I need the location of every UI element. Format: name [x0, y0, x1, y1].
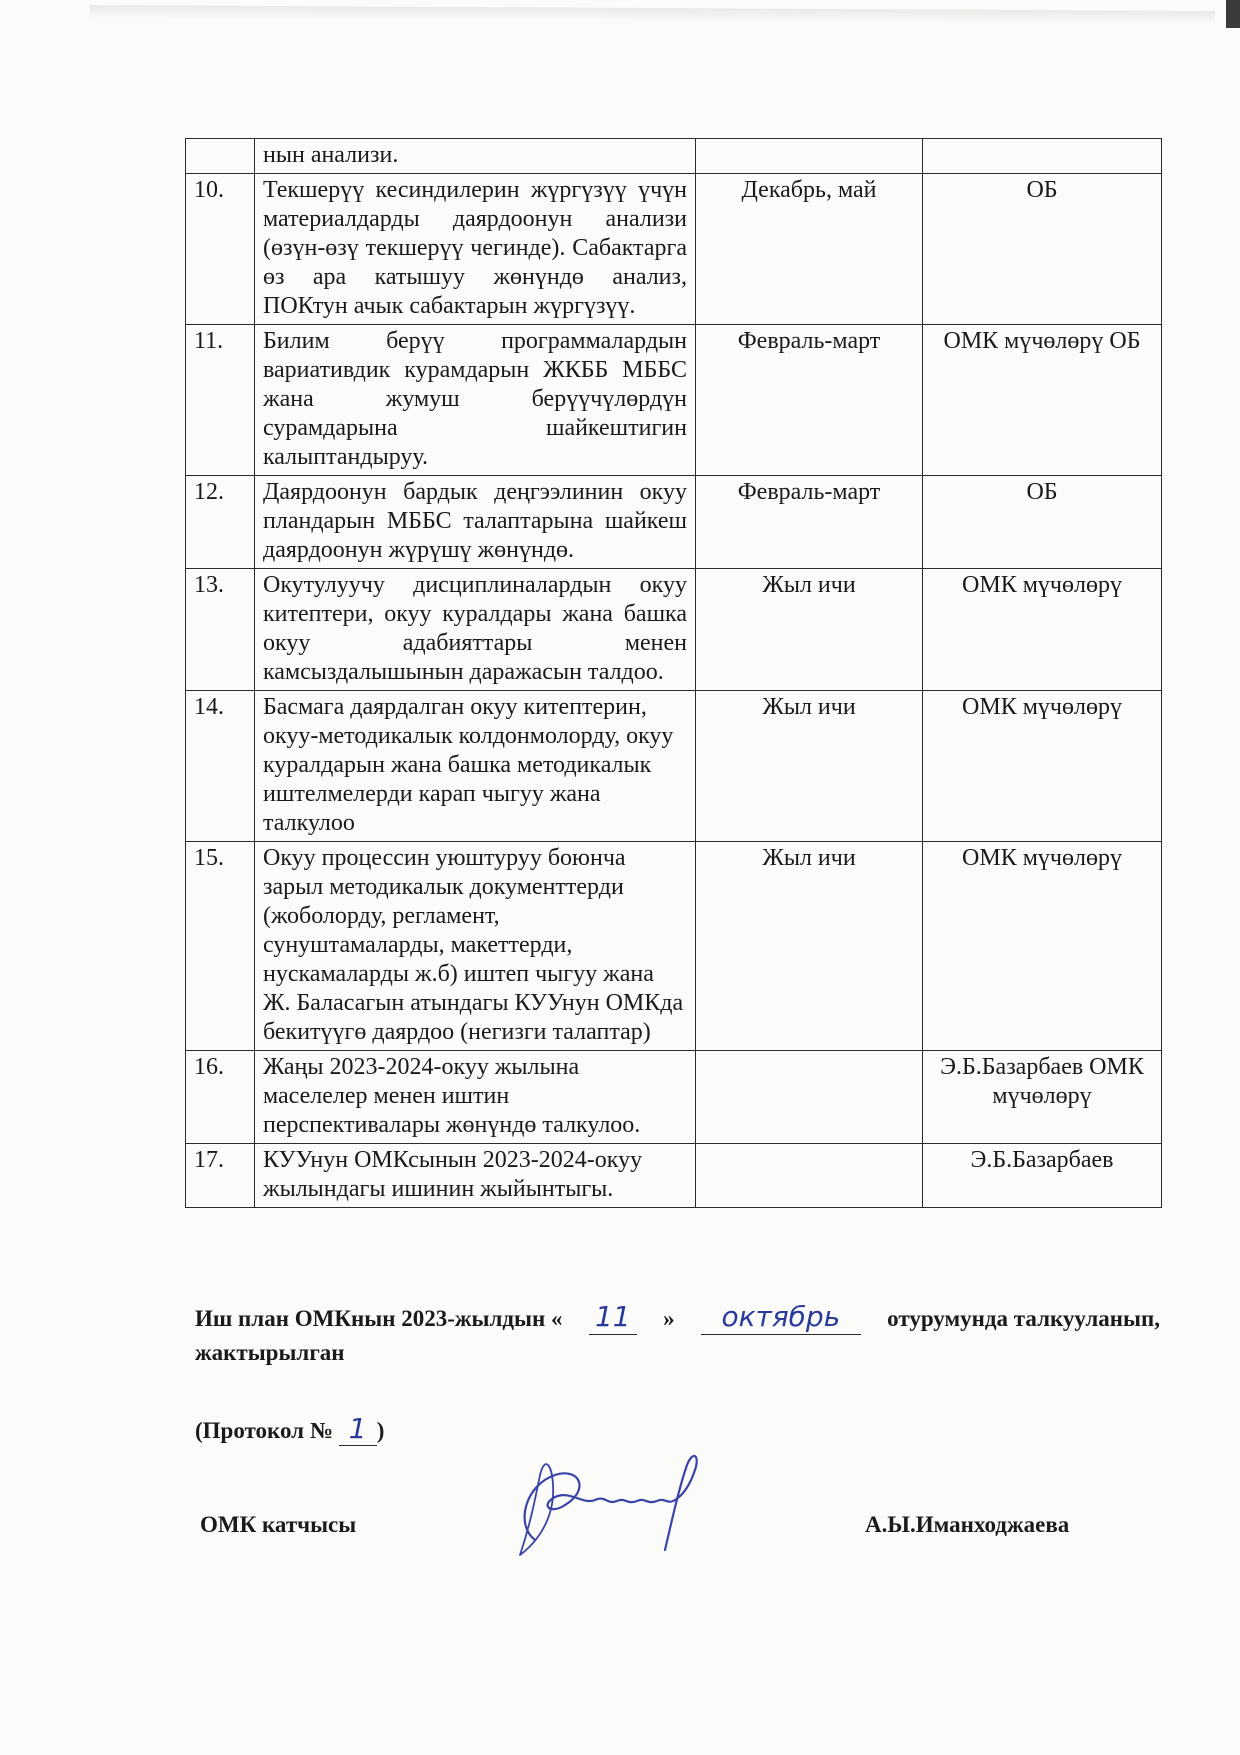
row-number-cell: 12.	[186, 476, 255, 569]
secretary-role: ОМК катчысы	[200, 1512, 357, 1537]
row-number-cell: 17.	[186, 1144, 255, 1208]
task-cell: КУУнун ОМКсынын 2023-2024-окуу жылындагы ишинин жыйынтыгы.	[255, 1144, 696, 1208]
task-cell: Басмага даярдалган окуу китептерин, окуу-методикалык колдонмолорду, окуу куралдарын жана башка методикалык иштелмелерди карап чыгуу жана талкулоо	[255, 691, 696, 842]
responsible-cell: Э.Б.Базарбаев ОМК мүчөлөрү	[923, 1051, 1162, 1144]
paper-edge-shadow	[90, 5, 1215, 25]
protocol-number-handwritten: 1	[339, 1412, 377, 1446]
table-row	[186, 476, 1162, 569]
row-number-cell: 13.	[186, 569, 255, 691]
approval-day-handwritten: 11	[589, 1300, 637, 1335]
protocol-prefix: (Протокол №	[195, 1418, 333, 1443]
table-row	[186, 842, 1162, 1051]
table-row	[186, 139, 1162, 174]
approval-statement	[195, 1300, 1160, 1370]
table-row	[186, 691, 1162, 842]
responsible-cell: ОБ	[923, 174, 1162, 325]
table-row	[186, 1051, 1162, 1144]
task-cell: Билим берүү программалардын вариативдик курамдарын ЖКББ МББС жана жумуш берүүчүлөрдүн сурамдарына шайкештигин калыптандыруу.	[255, 325, 696, 476]
timeframe-cell: Февраль-март	[696, 476, 923, 569]
approval-text-line2: жактырылган	[195, 1340, 345, 1365]
task-cell: Окуу процессин уюштуруу боюнча зарыл методикалык документтерди (жоболорду, регламент, сунуштамаларды, макеттерди, нускамаларды ж.б) иштеп чыгуу жана Ж. Баласагын атындагы КУУнун ОМКда бекитүүгө даярдоо (негизги талаптар)	[255, 842, 696, 1051]
timeframe-cell	[696, 1051, 923, 1144]
approval-text-start: Иш план ОМКнын 2023-жылдын «	[195, 1306, 563, 1331]
row-number-cell: 11.	[186, 325, 255, 476]
task-cell: нын анализи.	[255, 139, 696, 174]
handwritten-signature	[495, 1445, 725, 1570]
responsible-cell: Э.Б.Базарбаев	[923, 1144, 1162, 1208]
responsible-cell: ОМК мүчөлөрү ОБ	[923, 325, 1162, 476]
responsible-cell: ОМК мүчөлөрү	[923, 569, 1162, 691]
row-number-cell: 14.	[186, 691, 255, 842]
work-plan-table	[185, 138, 1162, 1208]
responsible-cell	[923, 139, 1162, 174]
secretary-name: А.Ы.Иманходжаева	[865, 1512, 1070, 1537]
timeframe-cell: Декабрь, май	[696, 174, 923, 325]
timeframe-cell: Жыл ичи	[696, 691, 923, 842]
row-number-cell: 15.	[186, 842, 255, 1051]
timeframe-cell: Жыл ичи	[696, 842, 923, 1051]
responsible-cell: ОМК мүчөлөрү	[923, 842, 1162, 1051]
row-number-cell	[186, 139, 255, 174]
approval-quote-close: »	[663, 1306, 675, 1331]
row-number-cell: 10.	[186, 174, 255, 325]
responsible-cell: ОМК мүчөлөрү	[923, 691, 1162, 842]
approval-month-handwritten: октябрь	[701, 1300, 861, 1335]
responsible-cell: ОБ	[923, 476, 1162, 569]
timeframe-cell: Жыл ичи	[696, 569, 923, 691]
table-row	[186, 569, 1162, 691]
approval-text-end: отурумунда талкууланып,	[887, 1306, 1160, 1331]
task-cell: Даярдоонун бардык деңгээлинин окуу пландарын МББС талаптарына шайкеш даярдоонун жүрүшү жөнүндө.	[255, 476, 696, 569]
table-row	[186, 325, 1162, 476]
table-row	[186, 174, 1162, 325]
work-plan-table-body	[186, 139, 1162, 1208]
row-number-cell: 16.	[186, 1051, 255, 1144]
table-row	[186, 1144, 1162, 1208]
task-cell: Жаңы 2023-2024-окуу жылына маселелер менен иштин перспективалары жөнүндө талкулоо.	[255, 1051, 696, 1144]
protocol-suffix: )	[376, 1418, 385, 1443]
task-cell: Окутулуучу дисциплиналардын окуу китептери, окуу куралдары жана башка окуу адабияттары менен камсыздалышынын даражасын талдоо.	[255, 569, 696, 691]
timeframe-cell	[696, 139, 923, 174]
timeframe-cell: Февраль-март	[696, 325, 923, 476]
task-cell: Текшерүү кесиндилерин жүргүзүү үчүн материалдарды даярдоонун анализи (өзүн-өзү текшерүү чегинде). Сабактарга өз ара катышуу жөнүндө анализ, ПОКтун ачык сабактарын жүргүзүү.	[255, 174, 696, 325]
scan-edge-mark	[1226, 0, 1240, 28]
protocol-line	[195, 1412, 384, 1446]
timeframe-cell	[696, 1144, 923, 1208]
